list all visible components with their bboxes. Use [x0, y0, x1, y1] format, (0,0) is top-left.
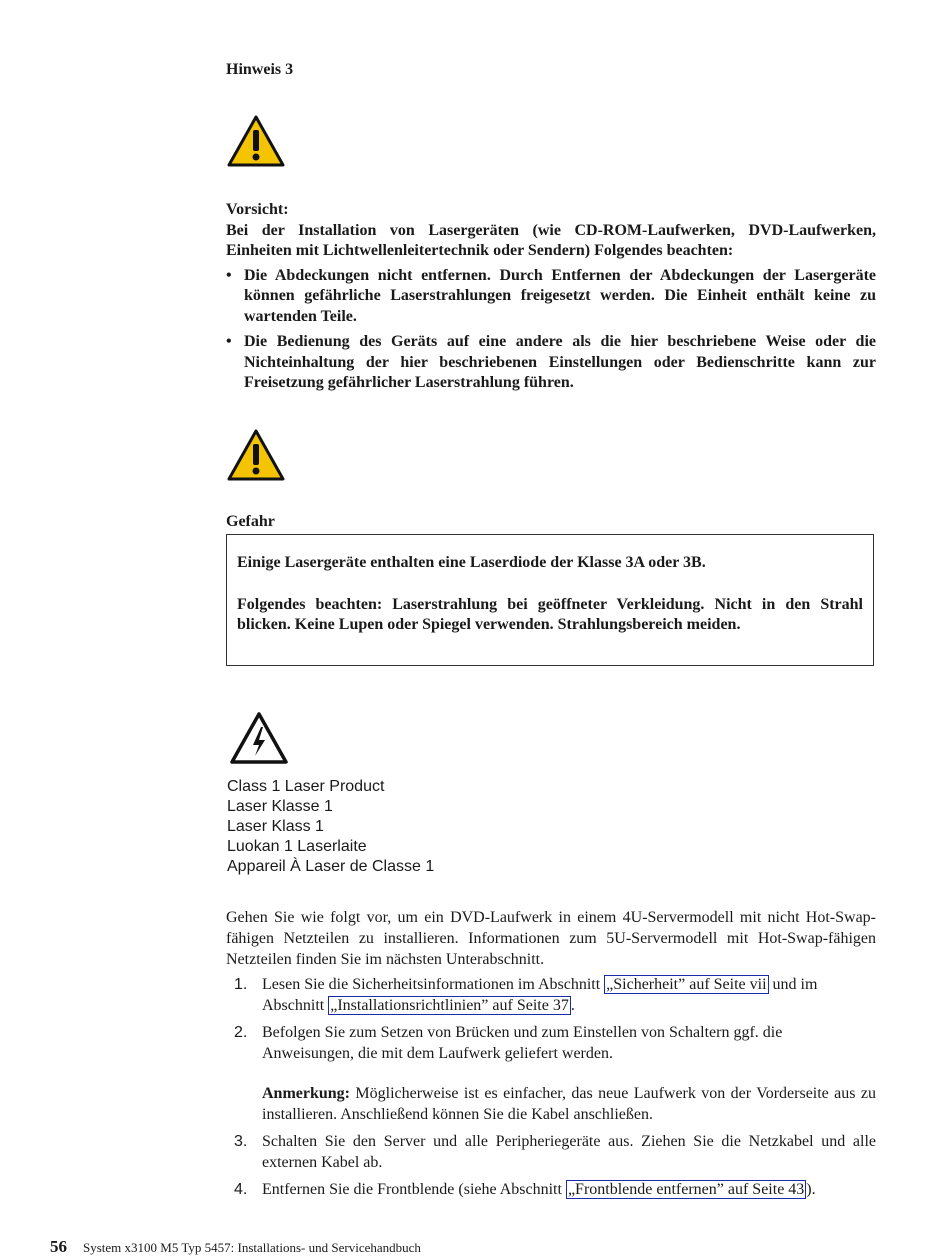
step-4: 4. Entfernen Sie die Frontblende (siehe Abschnitt „Frontblende entfernen” auf Seite 43 ). — [234, 1181, 816, 1198]
link-sicherheit[interactable]: „Sicherheit” auf Seite vii — [606, 976, 767, 993]
step-number: 1. — [234, 976, 248, 993]
step-number: 3. — [234, 1133, 248, 1150]
caution-block — [226, 200, 876, 399]
warning-triangle-icon — [226, 428, 286, 482]
list-item: • Die Abdeckungen nicht entfernen. Durch Entfernen der Abdeckungen der Lasergeräte können gefährliche Laserstrahlungen freigesetzt werden. Die Einheit enthält keine zu wartenden Teile. — [226, 266, 876, 325]
laser-label: Luokan 1 Laserlaite — [227, 838, 367, 855]
steps-list — [226, 974, 876, 1206]
step-number: 2. — [234, 1024, 248, 1041]
page-number: 56 — [50, 1237, 67, 1256]
danger-text: Einige Lasergeräte enthalten eine Laserdiode der Klasse 3A oder 3B. — [237, 554, 706, 571]
intro-paragraph: Gehen Sie wie folgt vor, um ein DVD-Laufwerk in einem 4U-Servermodell mit nicht Hot-Swap-fähigen Netzteilen zu installieren. Informationen zum 5U-Servermodell mit Hot-Swap-fähigen Netzteilen finden Sie im nächsten Unterabschnitt. — [226, 909, 876, 968]
list-item: • Die Bedienung des Geräts auf eine andere als die hier beschriebene Weise oder die Nichteinhaltung der hier beschriebenen Einstellungen oder Bedienschritte kann zur Freisetzung gefährlicher Laserstrahlung führen. — [226, 333, 876, 391]
notice-heading: Hinweis 3 — [226, 61, 294, 78]
warning-triangle-icon — [226, 114, 286, 168]
laser-label: Class 1 Laser Product — [227, 778, 385, 795]
laser-label: Laser Klasse 1 — [227, 798, 333, 815]
caution-title: Vorsicht: — [226, 201, 289, 218]
caution-list — [226, 266, 876, 394]
note-label: Anmerkung: — [262, 1085, 351, 1102]
danger-box — [226, 534, 874, 666]
laser-class-labels — [227, 777, 434, 877]
page-footer — [50, 1237, 421, 1257]
note: Anmerkung: Möglicherweise ist es einfacher, das neue Laufwerk von der Vorderseite aus zu installieren. Anschließend können Sie die Kabel anschließen. — [262, 1085, 876, 1123]
step-number: 4. — [234, 1181, 248, 1198]
footer-title: System x3100 M5 Typ 5457: Installations- und Servicehandbuch — [83, 1240, 421, 1255]
step-1: 1. Lesen Sie die Sicherheitsinformationen im Abschnitt „Sicherheit” auf Seite vii und im Abschnitt „Installationsrichtlinien” auf Seite 37 . — [234, 976, 818, 1014]
caution-intro: Bei der Installation von Lasergeräten (wie CD-ROM-Laufwerken, DVD-Laufwerken, Einheiten mit Lichtwellenleitertechnik oder Sendern) Folgendes beachten: — [226, 221, 876, 259]
link-installationsrichtlinien[interactable]: „Installationsrichtlinien” auf Seite 37 — [330, 997, 569, 1014]
step-3: 3. Schalten Sie den Server und alle Peripheriegeräte aus. Ziehen Sie die Netzkabel und alle externen Kabel ab. — [234, 1133, 876, 1171]
danger-text: Folgendes beachten: Laserstrahlung bei geöffneter Verkleidung. Nicht in den Strahl blicken. Keine Lupen oder Spiegel verwenden. Strahlungsbereich meiden. — [237, 595, 863, 633]
step-2: 2. Befolgen Sie zum Setzen von Brücken und zum Einstellen von Schaltern ggf. die Anweisungen, die mit dem Laufwerk geliefert werden. Anmerkung: Möglicherweise ist es einfacher, das neue Laufwerk von der Vorderseite aus zu installieren. Anschließend können Sie die Kabel anschließen. — [234, 1024, 876, 1123]
danger-label: Gefahr — [226, 513, 275, 530]
link-frontblende-entfernen[interactable]: „Frontblende entfernen” auf Seite 43 — [567, 1181, 805, 1198]
laser-label: Appareil À Laser de Classe 1 — [227, 858, 435, 875]
laser-label: Laser Klass 1 — [227, 818, 324, 835]
electrical-hazard-icon — [228, 710, 290, 766]
